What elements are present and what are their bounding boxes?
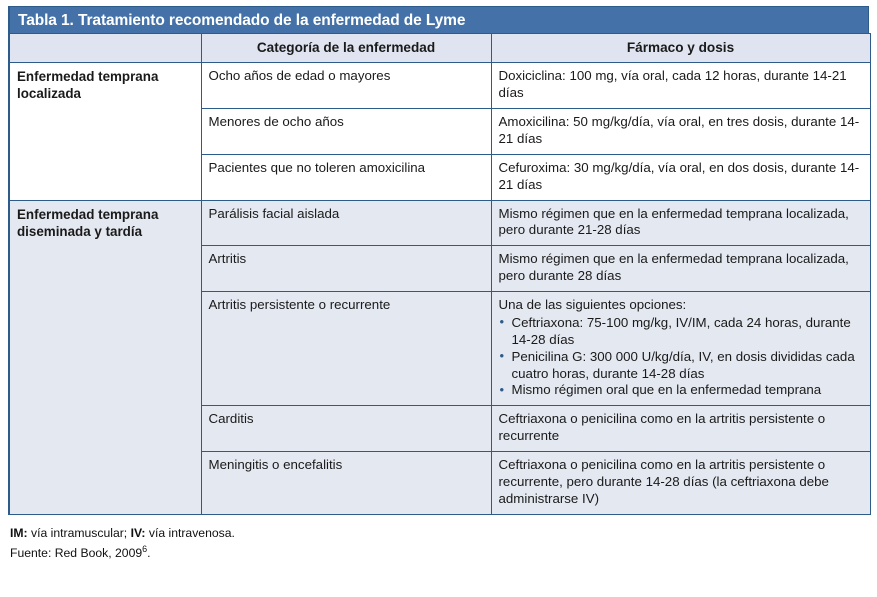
footnote-abbreviations	[10, 524, 869, 543]
table-row	[9, 63, 870, 109]
footnote-source	[10, 543, 869, 563]
column-header-drug: Fármaco y dosis	[491, 34, 870, 63]
header-row	[9, 34, 870, 63]
abbrev-im-label: IM:	[10, 525, 28, 540]
lyme-treatment-table	[8, 33, 871, 515]
drug-option-item: • Penicilina G: 300 000 U/kg/día, IV, en dosis divididas cada cuatro horas, durante 14-28 días	[499, 349, 863, 383]
group-label-early-localized: Enfermedad temprana localizada	[9, 63, 201, 200]
category-cell: Pacientes que no toleren amoxicilina	[201, 154, 491, 200]
drug-option-item: • Ceftriaxona: 75-100 mg/kg, IV/IM, cada 24 horas, durante 14-28 días	[499, 315, 863, 349]
column-header-group	[9, 34, 201, 63]
category-cell: Artritis	[201, 246, 491, 292]
abbrev-iv-text: vía intravenosa.	[145, 525, 235, 540]
category-cell: Menores de ocho años	[201, 109, 491, 155]
drug-option-item: • Mismo régimen oral que en la enfermedad temprana	[499, 382, 863, 399]
drug-options-list	[499, 315, 863, 399]
category-cell: Meningitis o encefalitis	[201, 452, 491, 515]
category-cell: Parálisis facial aislada	[201, 200, 491, 246]
source-text: Fuente: Red Book, 2009	[10, 545, 143, 560]
table-footnotes	[8, 524, 869, 563]
abbrev-im-text: vía intramuscular;	[27, 525, 131, 540]
table-header	[9, 34, 870, 63]
drug-cell: Doxiciclina: 100 mg, vía oral, cada 12 horas, durante 14-21 días	[491, 63, 870, 109]
drug-cell: Ceftriaxona o penicilina como en la artritis persistente o recurrente, pero durante 14-28 días (la ceftriaxona debe administrarse IV)	[491, 452, 870, 515]
source-period: .	[147, 545, 151, 560]
table-row	[9, 200, 870, 246]
drug-cell: Cefuroxima: 30 mg/kg/día, vía oral, en dos dosis, durante 14-21 días	[491, 154, 870, 200]
drug-cell: Mismo régimen que en la enfermedad temprana localizada, pero durante 28 días	[491, 246, 870, 292]
category-cell: Carditis	[201, 406, 491, 452]
drug-cell: Mismo régimen que en la enfermedad temprana localizada, pero durante 21-28 días	[491, 200, 870, 246]
source-reference-number: 6	[142, 543, 148, 554]
column-header-category: Categoría de la enfermedad	[201, 34, 491, 63]
drug-cell-options	[491, 292, 870, 406]
drug-cell: Ceftriaxona o penicilina como en la artritis persistente o recurrente	[491, 406, 870, 452]
category-cell: Artritis persistente o recurrente	[201, 292, 491, 406]
options-lead-text: Una de las siguientes opciones:	[498, 297, 687, 312]
table-body	[9, 63, 870, 514]
abbrev-iv-label: IV:	[130, 525, 146, 540]
category-cell: Ocho años de edad o mayores	[201, 63, 491, 109]
table-title: Tabla 1. Tratamiento recomendado de la enfermedad de Lyme	[8, 6, 869, 33]
drug-cell: Amoxicilina: 50 mg/kg/día, vía oral, en tres dosis, durante 14-21 días	[491, 109, 870, 155]
group-label-late-disseminated: Enfermedad temprana diseminada y tardía	[9, 200, 201, 514]
